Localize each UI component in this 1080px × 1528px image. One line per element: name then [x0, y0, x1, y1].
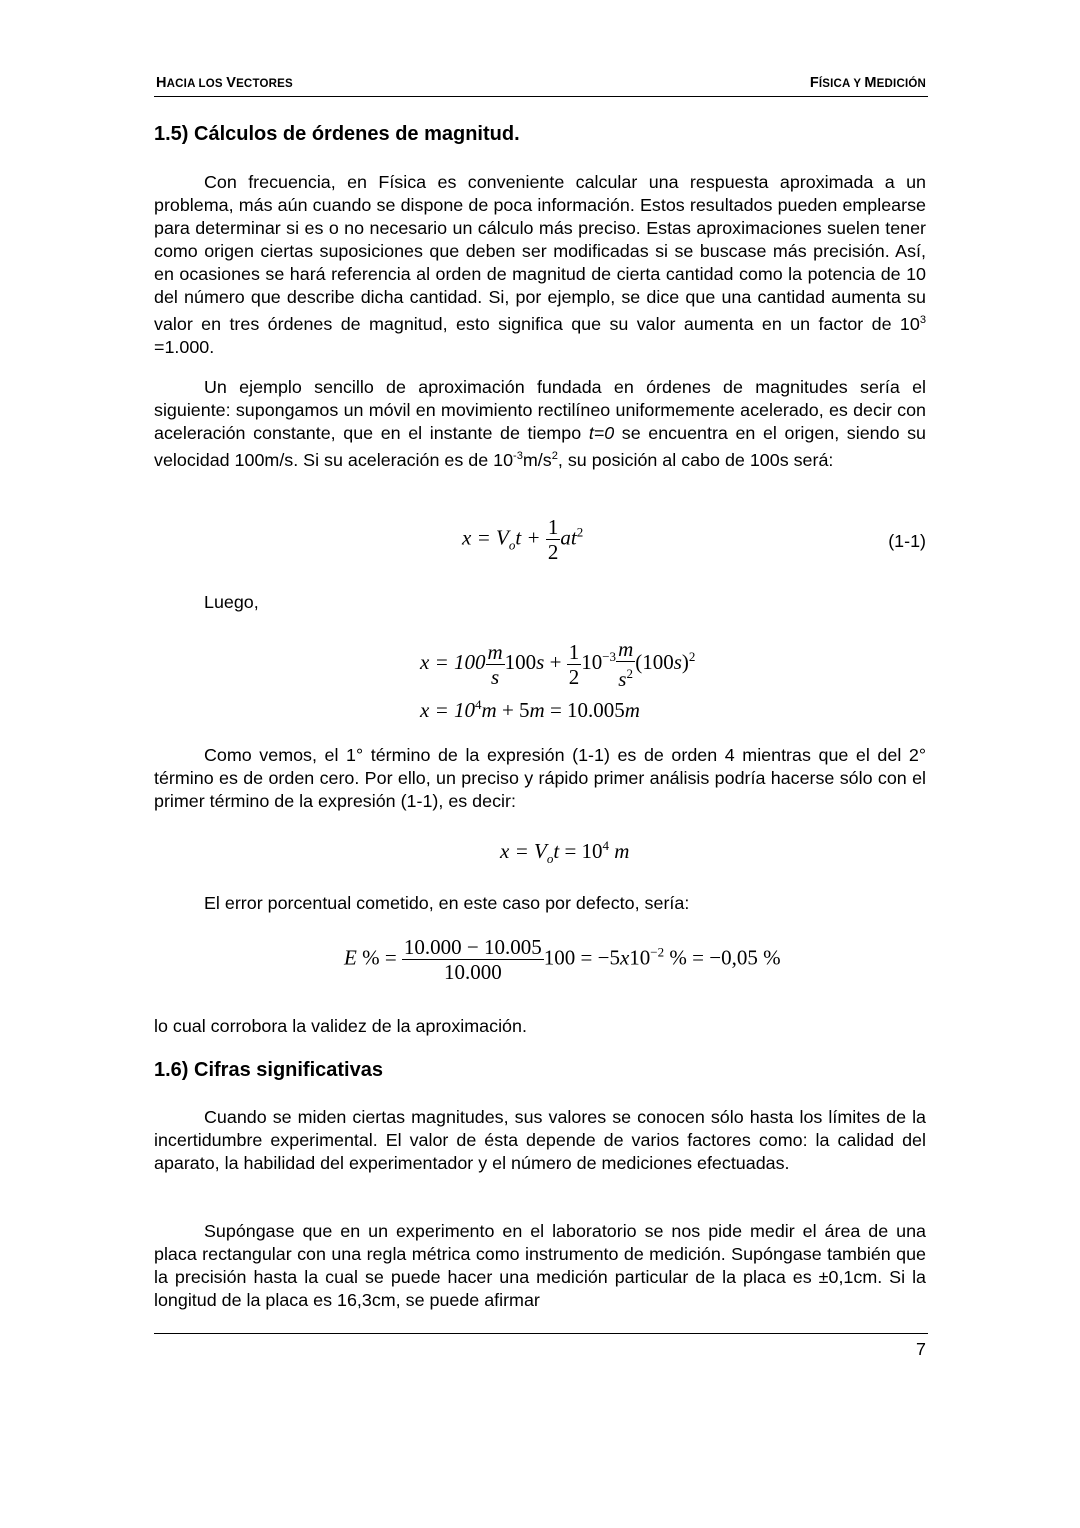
paragraph-validity: lo cual corrobora la validez de la aproximación. — [154, 1016, 527, 1036]
paragraph-plate-experiment: Supóngase que en un experimento en el laboratorio se nos pide medir el área de una placa rectangular con una regla métrica como instrumento de medición. Supóngase también que la precisión hasta la cual se puede hacer una medición particular de la placa es ±0,1cm. Si la longitud de la placa es 16,3cm, se puede afirmar — [154, 1221, 926, 1310]
paragraph-term-order: Como vemos, el 1° término de la expresión (1-1) es de orden 4 mientras que el del 2° término es de orden cero. Por ello, un preciso y rápido primer análisis podría hacerse sólo con el primer término de la expresión (1-1), es decir: — [154, 745, 926, 811]
section-title-1-6: 1.6) Cifras significativas — [154, 1059, 383, 1081]
paragraph-orders-intro: Con frecuencia, en Física es conveniente calcular una respuesta aproximada a un problema, más aún cuando se dispone de poca información. Estos resultados pueden emplearse para determinar si es o no necesario un cálculo más preciso. Estas aproximaciones suelen tener como origen ciertas suposiciones que deben ser modificadas si se buscase más precisión. Así, en ocasiones se hará referencia al orden de magnitud de cierta cantidad como la potencia de 10 del número que describe dicha cantidad. Si, por ejemplo, se dice que una cantidad aumenta su valor en tres órdenes de magnitud, esto significa que su valor aumenta en un factor de $10^3 =1.000$. — [154, 172, 926, 357]
equation-position-result: $x = 10^4m + 5m = 10.005m$ — [420, 697, 640, 722]
paragraph-significant-figures: Cuando se miden ciertas magnitudes, sus valores se conocen sólo hasta los límites de la incertidumbre experimental. El valor de ésta depende de varios factores como: la calidad del aparato, la habilidad del experimentador y el número de mediciones efectuadas. — [154, 1107, 926, 1173]
section-title-1-5: 1.5) Cálculos de órdenes de magnitud. — [154, 123, 520, 145]
equation-1-1: $x = V_ot$ + $\frac{1}{2}$ $at^2$ — [462, 515, 584, 564]
equation-approximation: $x = V_ot = 10^4$ m — [500, 838, 630, 867]
page-number: 7 — [916, 1339, 926, 1359]
header-right-title: FÍSICA Y MEDICIÓN — [809, 75, 926, 91]
equation-position-substitution: x = 100 $\frac{m}{s}$ 100s + $\frac{1}{2}$ $10^{-3}$ $\frac{m}{s^2}$ $(100s)^2$ — [420, 637, 696, 691]
equation-number: (1-1) — [888, 531, 926, 551]
paragraph-example: Un ejemplo sencillo de aproximación fundada en órdenes de magnitudes sería el siguiente: supongamos un móvil en movimiento rectilíneo uniformemente acelerado, es decir con aceleración constante, que en el instante de tiempo t=0 se encuentra en el origen, siendo su velocidad 100m/s. Si su aceleración es de $10^{-3}m/s^2$, su posición al cabo de 100s será: — [154, 377, 927, 470]
luego-label: Luego, — [204, 592, 259, 612]
paragraph-error-intro: El error porcentual cometido, en este caso por defecto, sería: — [204, 893, 690, 913]
header-left-title: HACIA LOS VECTORES — [156, 75, 293, 91]
running-header — [154, 74, 928, 97]
document-page — [154, 0, 928, 1528]
equation-percent-error: E % = $\frac{10.000 - 10.005}{10.000}$ $100 = -5x10^{-2}$ % = −0,05 % — [344, 935, 781, 984]
footer-rule — [154, 1333, 928, 1334]
